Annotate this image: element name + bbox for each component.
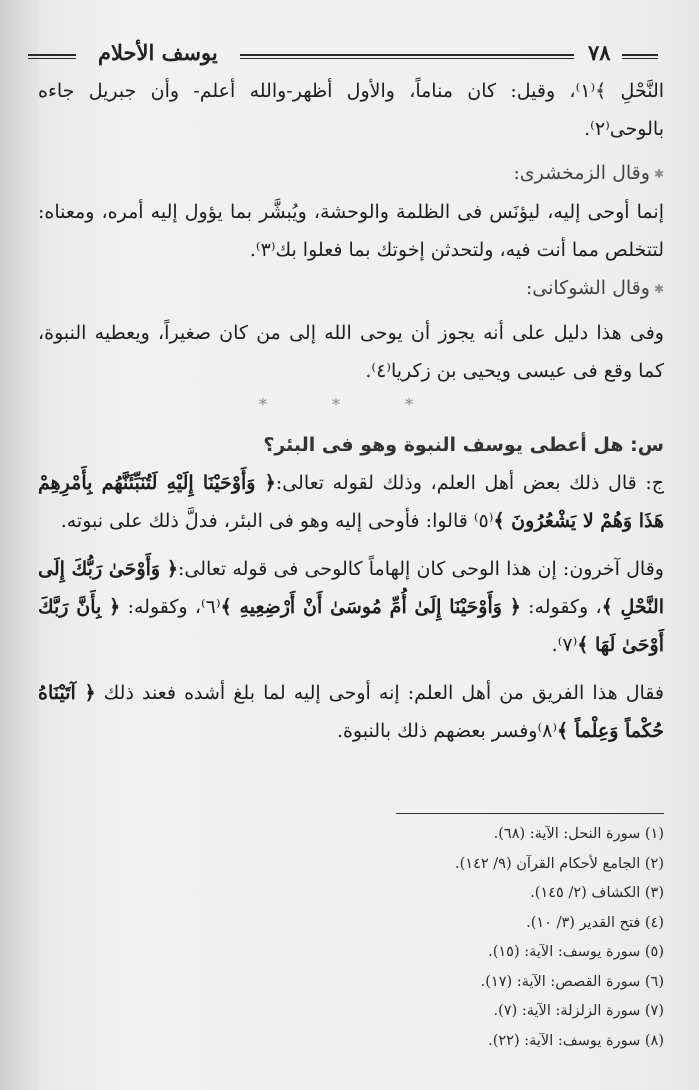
paragraph-answer — [38, 464, 664, 540]
question-heading: س: هل أعطى يوسف النبوة وهو فى البئر؟ — [263, 434, 664, 456]
paragraph-conclusion — [38, 674, 664, 750]
conclusion-end: ⁽٨⁾وفسر بعضهم ذلك بالنبوة. — [336, 720, 558, 742]
footnote: (٤) فتح القدير (٣/ ١٠). — [526, 914, 664, 931]
answer-rest: ⁽٥⁾ قالوا: فأوحى إليه وهو فى البئر، فدلَّ ذلك على نبوته. — [60, 510, 494, 532]
footnote-divider — [396, 813, 664, 814]
heading-zamakhshari-text: وقال الزمخشرى: — [513, 162, 650, 184]
header-rule-left — [28, 54, 76, 59]
footnote: (٥) سورة يوسف: الآية: (١٥). — [488, 944, 664, 960]
running-header — [28, 38, 660, 72]
section-separator: * * * — [258, 395, 444, 414]
others-mid: ، وكقوله: — [528, 596, 602, 618]
page-spine-shadow — [0, 0, 38, 1090]
header-book-title: يوسف الأحلام — [98, 40, 218, 65]
page-number: ٧٨ — [588, 40, 611, 65]
answer-intro: ج: قال ذلك بعض أهل العلم، وذلك لقوله تعالى: — [275, 472, 664, 494]
footnote: (٦) سورة القصص: الآية: (١٧). — [480, 973, 664, 990]
footnote: (٧) سورة الزلزلة: الآية: (٧). — [493, 1003, 664, 1019]
footnote: (٨) سورة يوسف: الآية: (٢٢). — [488, 1032, 664, 1049]
quran-verse: ﴿ وَأَوْحَيْنَا إِلَيْهِ لَتُنَبِّئَنَّهُم بِأَمْرِهِمْ هَذَا وَهُمْ لا يَشْعُرُونَ ﴾ — [38, 472, 664, 532]
quran-verse: ﴿ وَأَوْحَىٰ رَبُّكَ إِلَى النَّحْلِ ﴾ — [38, 558, 664, 618]
footnote: (١) سورة النحل: الآية: (٦٨). — [493, 826, 664, 842]
footnote: (٢) الجامع لأحكام القرآن (٩/ ١٤٢). — [455, 855, 664, 872]
asterisk-icon: ✱ — [653, 282, 664, 296]
heading-shawkani-text: وقال الشوكانى: — [525, 277, 650, 299]
footnote: (٣) الكشاف (٢/ ١٤٥). — [530, 885, 664, 901]
heading-shawkani — [38, 269, 664, 308]
paragraph-zamakhshari: إنما أوحى إليه، ليؤنَس فى الظلمة والوحشة، ويُبشَّر بما يؤول إليه أمره، ومعناه: لتتخلص مما أنت فيه، ولتحدثن إخوتك بما فعلوا بك⁽٣⁾. — [38, 201, 664, 261]
heading-zamakhshari — [38, 154, 664, 193]
asterisk-icon: ✱ — [653, 167, 664, 181]
paragraph-shawkani: وفى هذا دليل على أنه يجوز أن يوحى الله إلى من كان صغيراً، ويعطيه النبوة، كما وقع فى عيسى ويحيى بن زكريا⁽٤⁾. — [38, 322, 664, 382]
others-intro: وقال آخرون: إن هذا الوحى كان إلهاماً كالوحى فى قوله تعالى: — [177, 558, 664, 580]
page-body — [38, 72, 664, 750]
others-end: ⁽٧⁾. — [551, 634, 578, 656]
footnotes — [300, 820, 664, 1056]
quran-verse: ﴿ آتَيْنَاهُ حُكْماً وَعِلْماً ﴾ — [38, 682, 664, 742]
paragraph-continuation: النَّحْلِ ﴾⁽١⁾، وقيل: كان مناماً، والأول أظهر-والله أعلم- وأن جبريل جاءه بالوحى⁽٢⁾. — [38, 80, 665, 140]
quran-verse: ﴿ وَأَوْحَيْنَا إِلَىٰ أُمِّ مُوسَىٰ أَنْ أَرْضِعِيهِ ﴾ — [220, 596, 521, 618]
quran-verse: ﴿ بِأَنَّ رَبَّكَ أَوْحَىٰ لَهَا ﴾ — [38, 596, 664, 656]
conclusion-intro: فقال هذا الفريق من أهل العلم: إنه أوحى إليه لما بلغ أشده فعند ذلك — [103, 682, 664, 704]
header-rule-middle — [240, 54, 574, 59]
others-mid-2: ⁽٦⁾، وكقوله: — [127, 596, 221, 618]
header-rule-right — [622, 54, 658, 59]
paragraph-others — [38, 550, 664, 664]
